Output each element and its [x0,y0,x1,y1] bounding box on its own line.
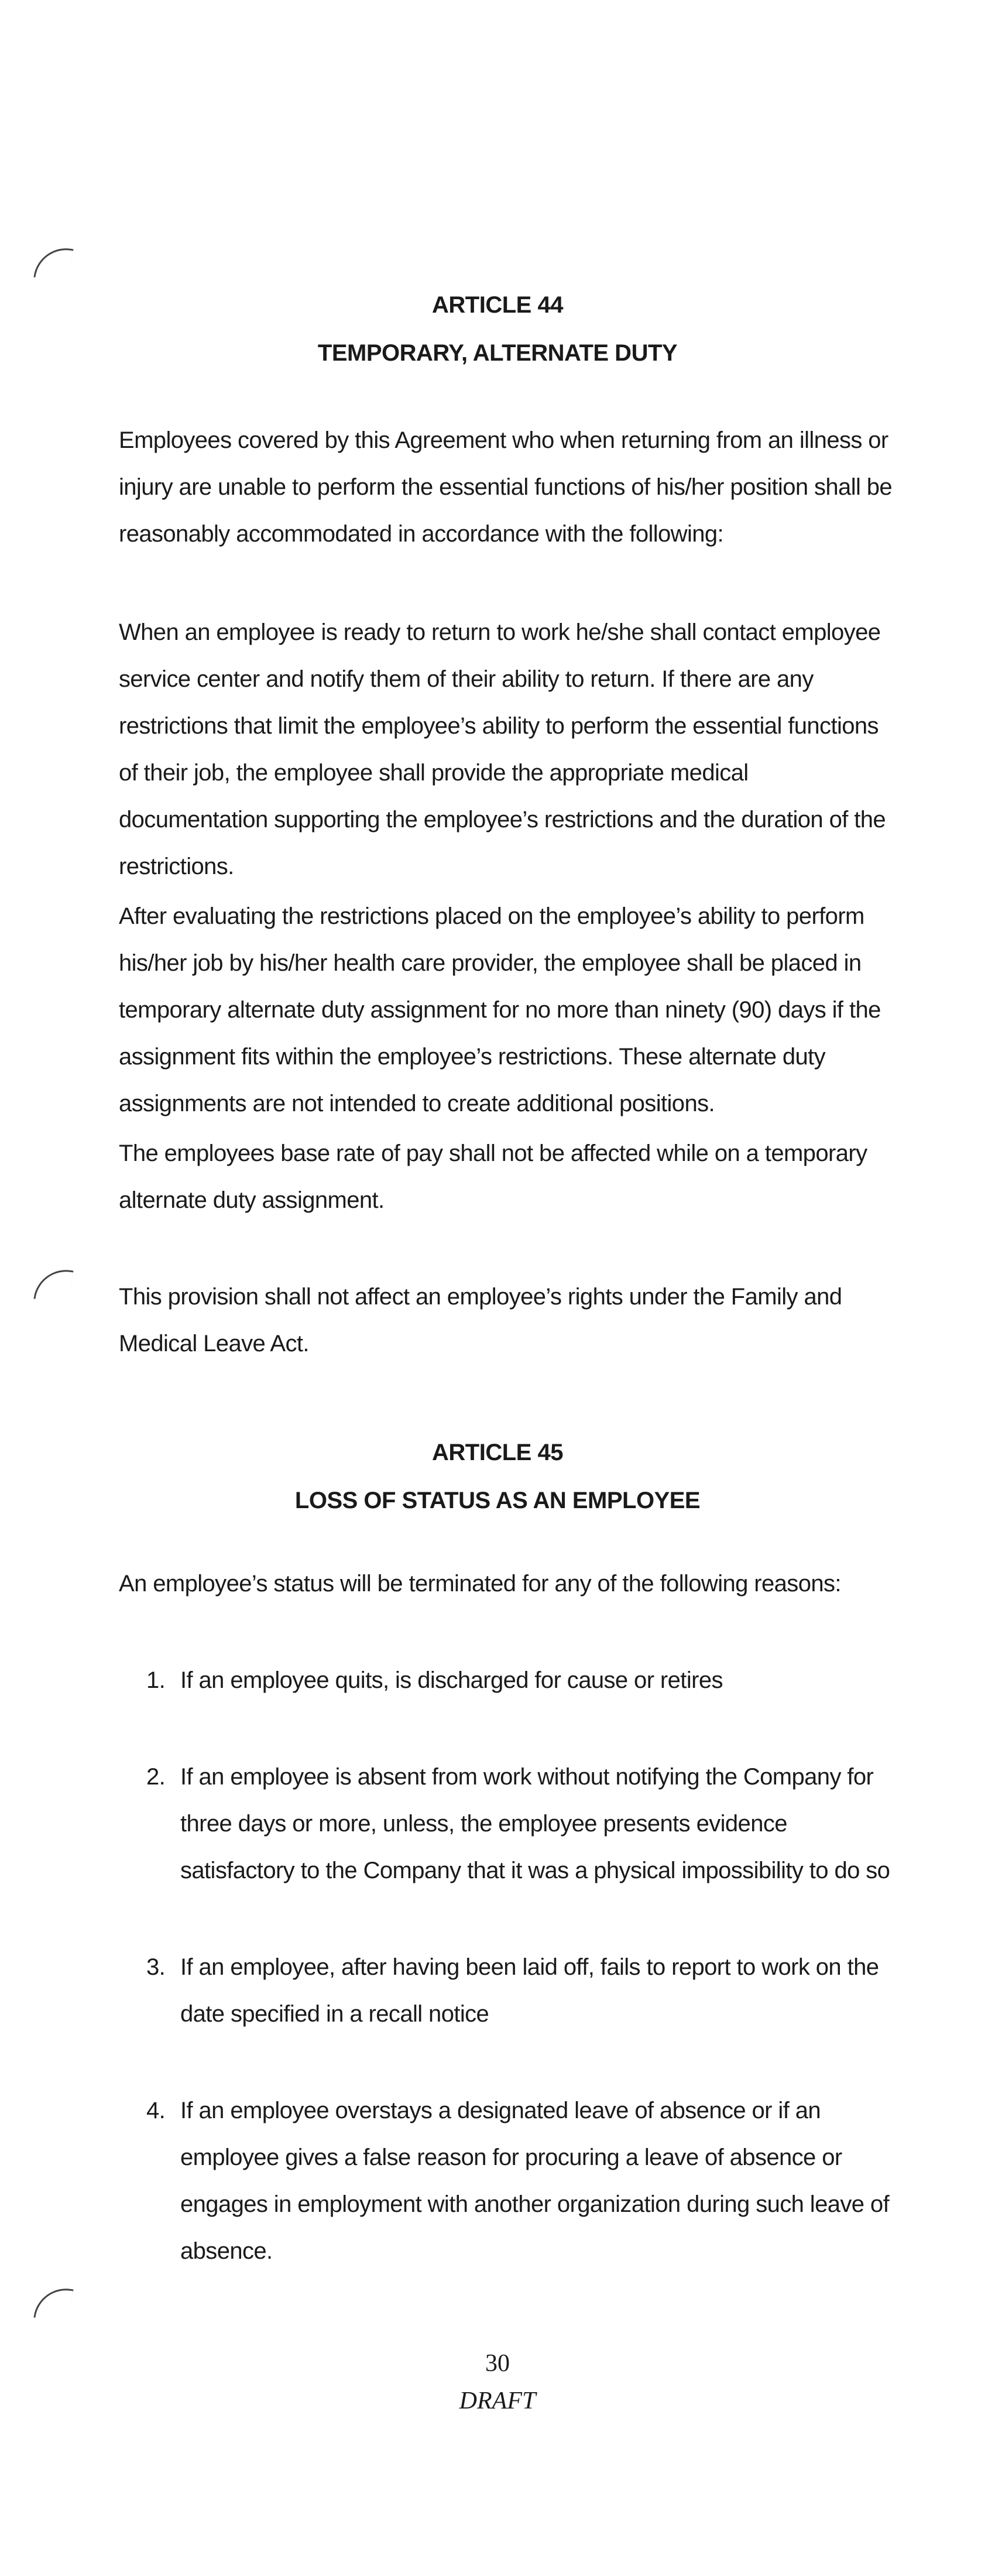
list-item-text: If an employee is absent from work without notifying the Company for three days or more, unless, the employee presents evidence satisfactory to the Company that it was a physical impossibility to do so [180,1764,890,1883]
binder-hole-mark [33,243,73,283]
list-item-text: If an employee overstays a designated leave of absence or if an employee gives a false reason for procuring a leave of absence or engages in employment with another organization during such leave of absence. [180,2098,890,2264]
binder-hole-mark [33,2283,73,2323]
list-item-number: 4. [146,2098,166,2123]
article-44-paragraph-1: Employees covered by this Agreement who when returning from an illness or injury are unable to perform the essential functions of his/her position shall be reasonably accommodated in accordance with the following: [119,427,893,547]
article-44-paragraph-4: The employees base rate of pay shall not be affected while on a temporary alternate duty assignment. [119,1140,867,1213]
binder-hole-mark [33,1265,73,1304]
article-44-heading [0,281,995,377]
draft-label: DRAFT [459,2387,536,2414]
list-item [146,1944,904,2037]
list-item-number: 3. [146,1954,166,1980]
article-44-number: ARTICLE 44 [432,292,563,318]
article-44-paragraph-2: When an employee is ready to return to work he/she shall contact employee service center and notify them of their ability to return. If there are any restrictions that limit the employee’s ability to perform the essential functions of their job, the employee shall provide the appropriate medical documentation supporting the employee’s restrictions and the duration of the restrictions. [119,619,886,879]
article-45-number: ARTICLE 45 [432,1440,563,1465]
article-45-title: LOSS OF STATUS AS AN EMPLOYEE [294,1488,701,1513]
article-44-paragraph-5: This provision shall not affect an employee’s rights under the Family and Medical Leave Act. [119,1284,842,1356]
page-number: 30 [485,2350,510,2377]
article-44-paragraph-3: After evaluating the restrictions placed on the employee’s ability to perform his/her job by his/her health care provider, the employee shall be placed in temporary alternate duty assignment for no more than ninety (90) days if the assignment fits within the employee’s restrictions. These alternate duty assignments are not intended to create additional positions. [119,903,881,1116]
page-footer [0,2345,995,2420]
article-45-intro: An employee’s status will be terminated for any of the following reasons: [119,1571,841,1597]
article-45-heading [0,1429,995,1525]
list-item-text: If an employee, after having been laid off, fails to report to work on the date specified in a recall notice [180,1954,879,2027]
list-item-text: If an employee quits, is discharged for cause or retires [180,1667,723,1693]
list-item [146,1753,904,1894]
list-item-number: 2. [146,1764,166,1790]
list-item [146,1657,904,1704]
list-item [146,2087,904,2274]
article-44-title: TEMPORARY, ALTERNATE DUTY [317,340,678,366]
list-item-number: 1. [146,1667,166,1693]
